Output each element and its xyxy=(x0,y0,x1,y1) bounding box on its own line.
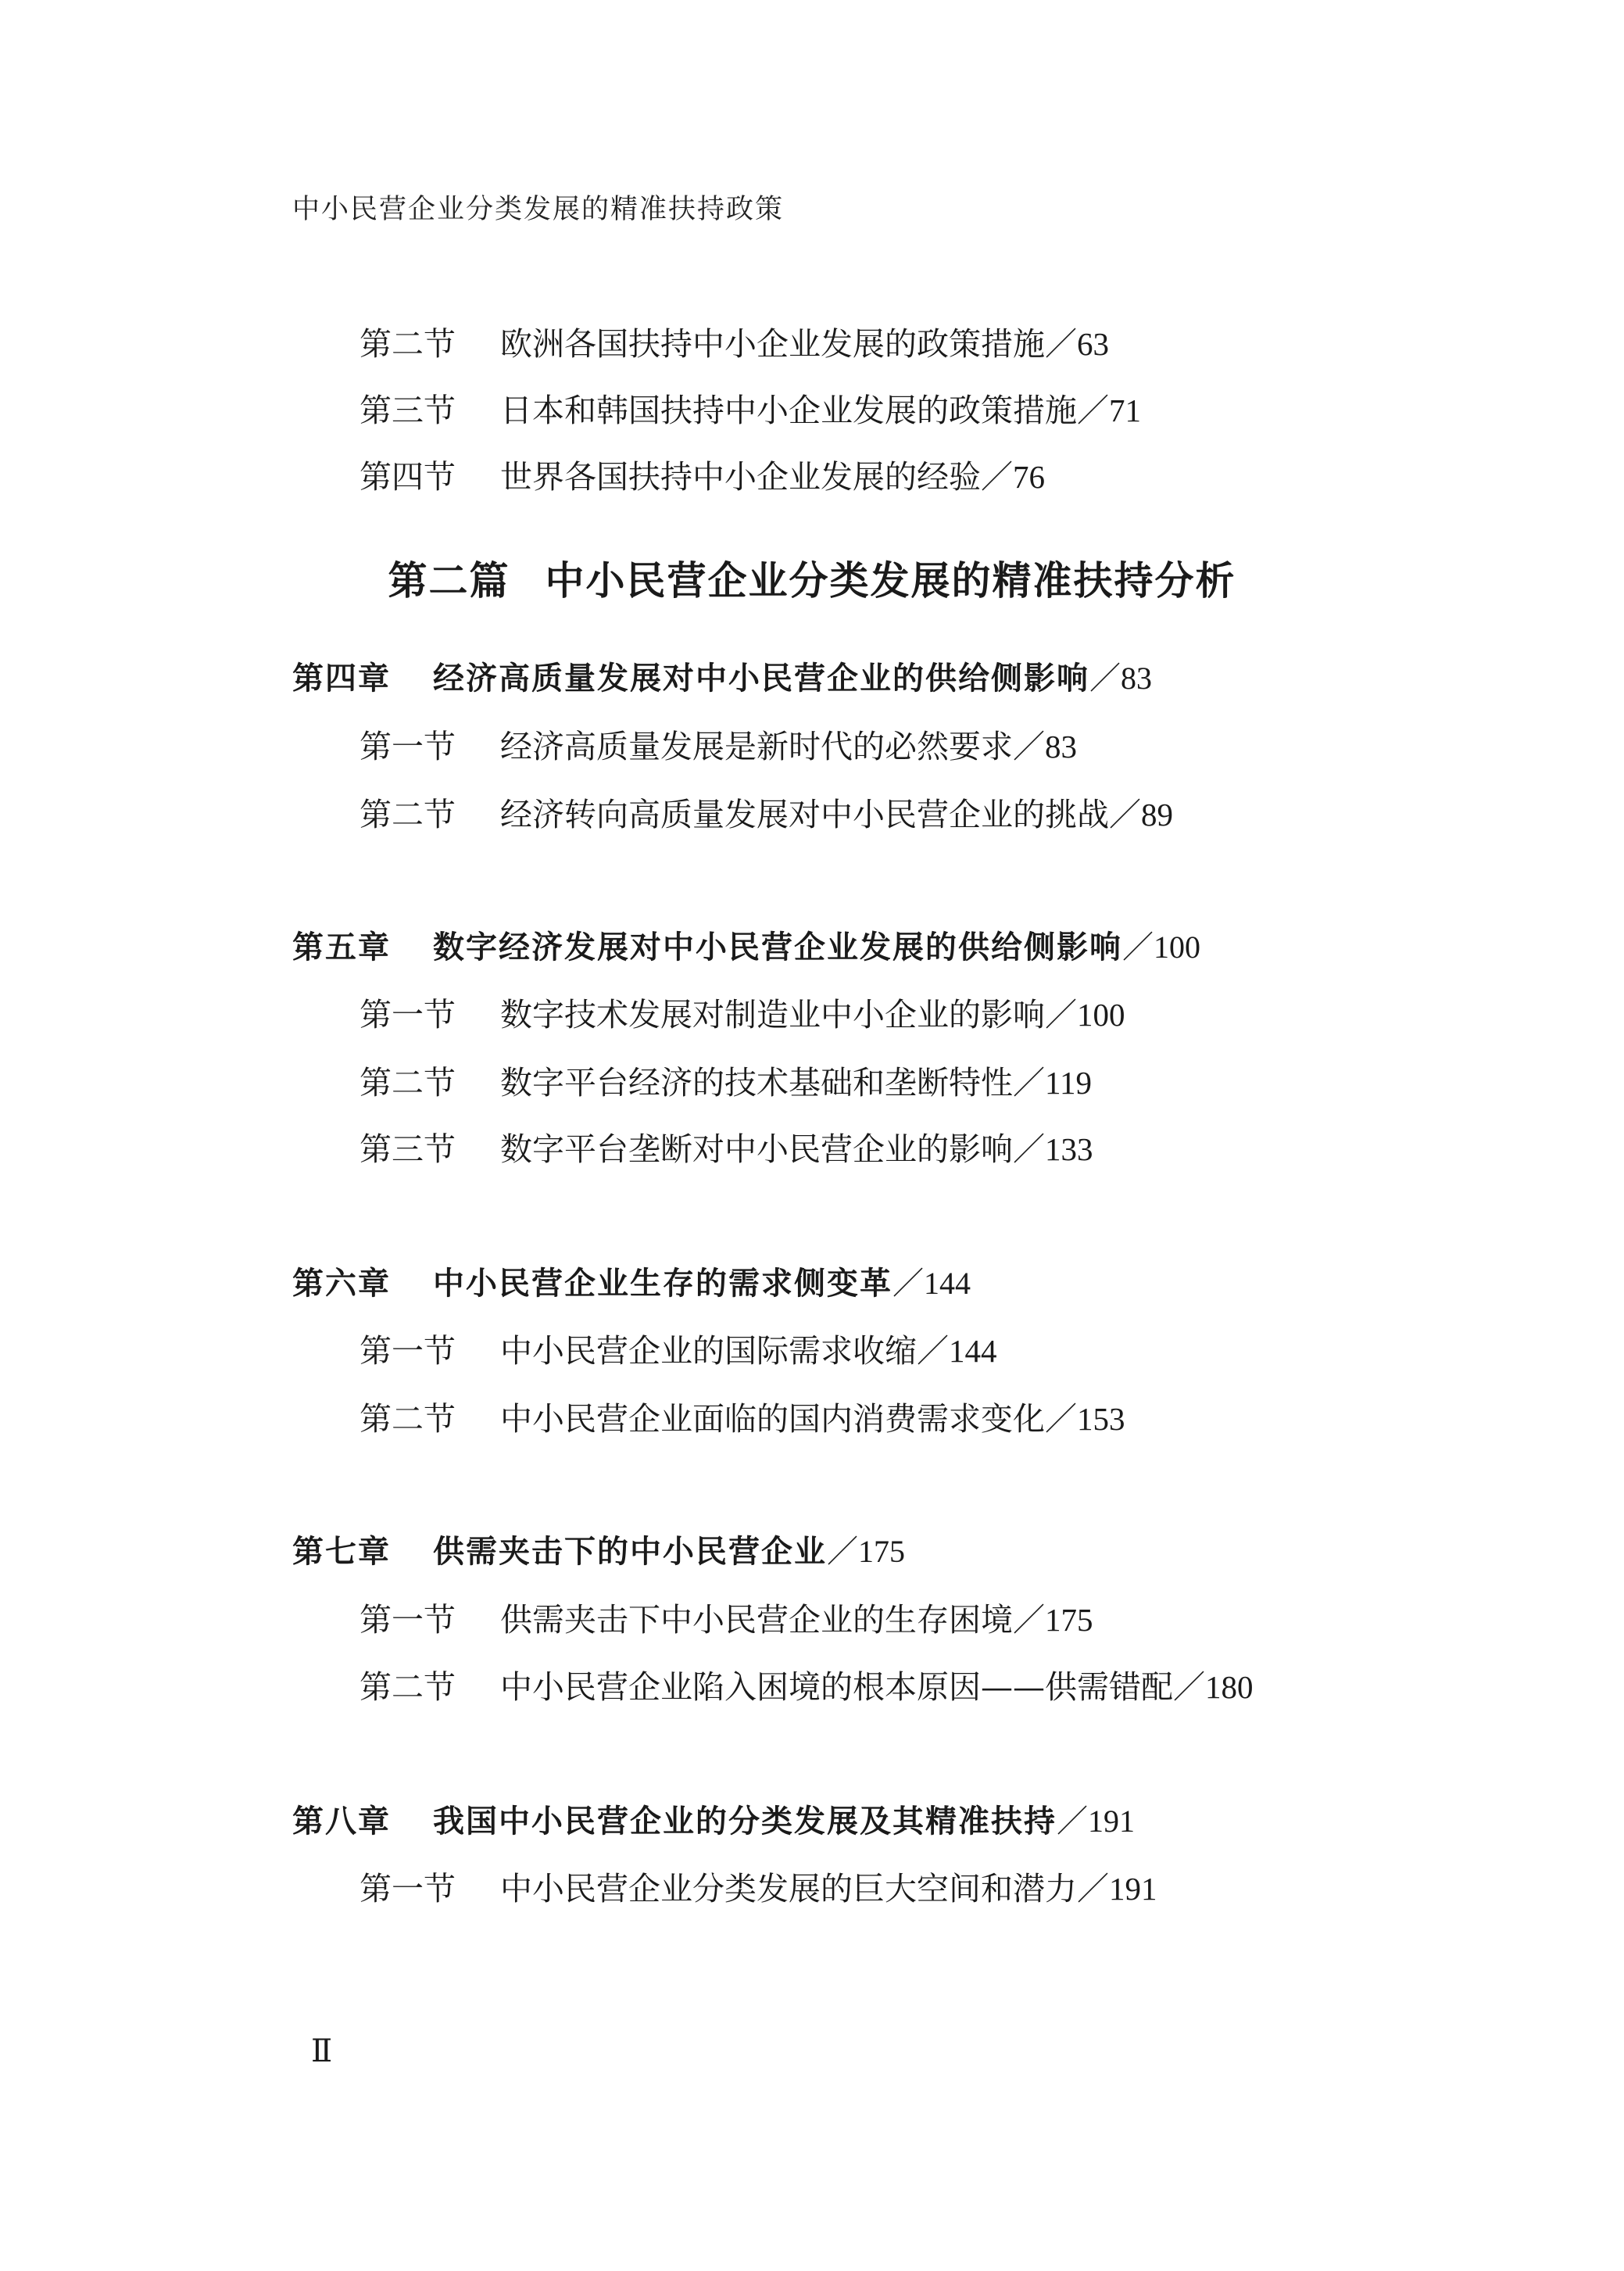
toc-entry[interactable] xyxy=(359,996,1125,1033)
toc-entry[interactable] xyxy=(359,1601,1093,1639)
chapter-entry[interactable] xyxy=(292,1534,905,1570)
chapter-page: ／83 xyxy=(1089,661,1152,696)
toc-entry[interactable] xyxy=(359,1870,1157,1907)
entry-page: ／180 xyxy=(1173,1669,1254,1705)
entry-number: 第一节 xyxy=(359,728,456,765)
entry-number: 第一节 xyxy=(359,996,456,1033)
entry-title: 供需夹击下中小民营企业的生存困境 xyxy=(500,1601,1013,1639)
chapter-page: ／144 xyxy=(892,1266,971,1301)
entry-page: ／191 xyxy=(1077,1871,1157,1907)
toc-entry[interactable] xyxy=(359,796,1173,833)
chapter-title: 数字经济发展对中小民营企业发展的供给侧影响 xyxy=(433,930,1122,965)
entry-number: 第三节 xyxy=(359,1130,456,1168)
running-header: 中小民营企业分类发展的精准扶持政策 xyxy=(292,194,785,225)
entry-page: ／63 xyxy=(1045,326,1109,362)
part-number: 第二篇 xyxy=(388,557,510,604)
toc-entry[interactable] xyxy=(359,1130,1093,1168)
entry-number: 第一节 xyxy=(359,1601,456,1639)
entry-title: 中小民营企业的国际需求收缩 xyxy=(500,1332,917,1370)
toc-entry[interactable] xyxy=(359,458,1045,496)
entry-page: ／175 xyxy=(1013,1602,1093,1638)
entry-number: 第二节 xyxy=(359,796,456,833)
chapter-title: 我国中小民营企业的分类发展及其精准扶持 xyxy=(433,1804,1057,1839)
entry-title: 中小民营企业分类发展的巨大空间和潜力 xyxy=(500,1870,1077,1907)
entry-page: ／83 xyxy=(1013,729,1077,765)
chapter-number: 第六章 xyxy=(292,1266,391,1302)
entry-title: 世界各国扶持中小企业发展的经验 xyxy=(500,458,981,496)
chapter-number: 第七章 xyxy=(292,1534,391,1570)
chapter-title: 中小民营企业生存的需求侧变革 xyxy=(433,1266,892,1302)
toc-entry[interactable] xyxy=(359,1400,1125,1438)
entry-title: 经济高质量发展是新时代的必然要求 xyxy=(500,728,1013,765)
entry-number: 第四节 xyxy=(359,458,456,496)
entry-number: 第二节 xyxy=(359,325,456,363)
chapter-title: 供需夹击下的中小民营企业 xyxy=(433,1534,827,1570)
entry-page: ／153 xyxy=(1045,1401,1125,1437)
entry-page: ／133 xyxy=(1013,1131,1093,1167)
chapter-number: 第八章 xyxy=(292,1804,391,1839)
chapter-entry[interactable] xyxy=(292,1266,971,1302)
entry-title: 欧洲各国扶持中小企业发展的政策措施 xyxy=(500,325,1045,363)
chapter-page: ／191 xyxy=(1057,1804,1135,1839)
entry-page: ／144 xyxy=(917,1333,997,1369)
chapter-title: 经济高质量发展对中小民营企业的供给侧影响 xyxy=(433,661,1089,697)
entry-number: 第一节 xyxy=(359,1870,456,1907)
part-title: 中小民营企业分类发展的精准扶持分析 xyxy=(545,557,1236,604)
toc-entry[interactable] xyxy=(359,1064,1092,1101)
entry-number: 第一节 xyxy=(359,1332,456,1370)
entry-title: 中小民营企业陷入困境的根本原因——供需错配 xyxy=(500,1668,1173,1706)
chapter-entry[interactable] xyxy=(292,661,1152,697)
part-heading[interactable] xyxy=(0,557,1624,604)
entry-number: 第二节 xyxy=(359,1064,456,1101)
chapter-number: 第五章 xyxy=(292,930,391,965)
toc-entry[interactable] xyxy=(359,1332,997,1370)
chapter-page: ／100 xyxy=(1122,930,1200,965)
entry-page: ／119 xyxy=(1013,1065,1092,1101)
entry-number: 第二节 xyxy=(359,1400,456,1438)
entry-title: 数字平台垄断对中小民营企业的影响 xyxy=(500,1130,1013,1168)
toc-entry[interactable] xyxy=(359,728,1077,765)
entry-number: 第三节 xyxy=(359,392,456,429)
entry-number: 第二节 xyxy=(359,1668,456,1706)
entry-page: ／100 xyxy=(1045,997,1125,1033)
entry-title: 经济转向高质量发展对中小民营企业的挑战 xyxy=(500,796,1109,833)
entry-page: ／89 xyxy=(1109,797,1173,833)
entry-page: ／71 xyxy=(1077,392,1141,428)
chapter-entry[interactable] xyxy=(292,932,1200,963)
chapter-entry[interactable] xyxy=(292,1806,1135,1837)
toc-entry[interactable] xyxy=(359,1668,1254,1706)
chapter-number: 第四章 xyxy=(292,661,391,697)
chapter-page: ／175 xyxy=(827,1534,905,1569)
page-number: Ⅱ xyxy=(311,2033,333,2069)
entry-title: 数字平台经济的技术基础和垄断特性 xyxy=(500,1064,1013,1101)
entry-title: 数字技术发展对制造业中小企业的影响 xyxy=(500,996,1045,1033)
toc-entry[interactable] xyxy=(359,392,1141,429)
toc-entry[interactable] xyxy=(359,325,1109,363)
entry-title: 中小民营企业面临的国内消费需求变化 xyxy=(500,1400,1045,1438)
entry-title: 日本和韩国扶持中小企业发展的政策措施 xyxy=(500,392,1077,429)
entry-page: ／76 xyxy=(981,459,1045,495)
